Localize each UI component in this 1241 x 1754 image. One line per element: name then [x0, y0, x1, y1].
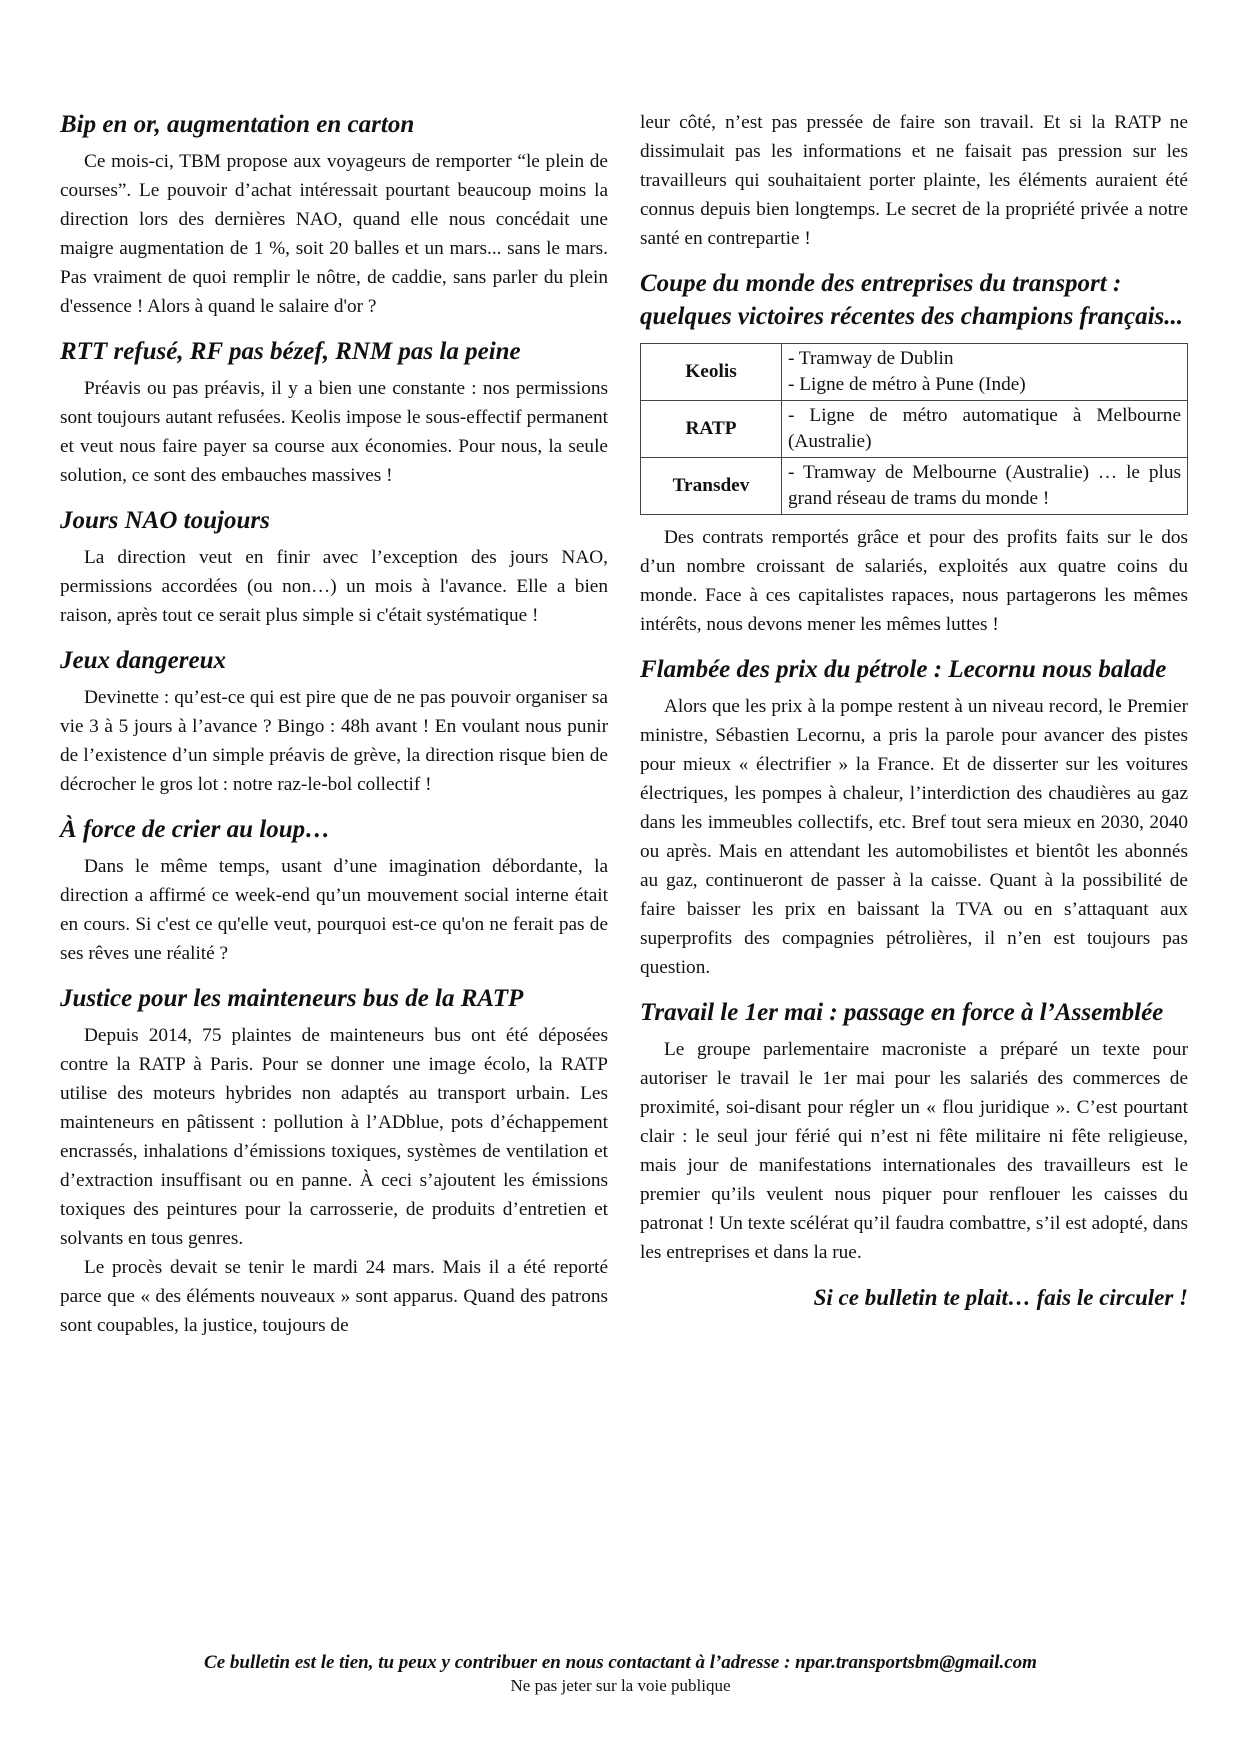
- article-paragraph: Depuis 2014, 75 plaintes de mainteneurs bus ont été déposées contre la RATP à Paris. Pour se donner une image écolo, la RATP utilise des moteurs hybrides non adaptés au transport urbain. Les mainteneurs en pâtissent : pollution à l’ADblue, pots d’échappement encrassés, inhalations d’émissions toxiques, systèmes de ventilation et d’extraction insuffisant ou en panne. À ceci s’ajoutent les émissions toxiques des peintures pour la carrosserie, de produits d’entretien et solvants en tous genres.: [60, 1025, 608, 1249]
- article-paragraph: Alors que les prix à la pompe restent à un niveau record, le Premier ministre, Sébastien Lecornu, a pris la parole pour avancer des pistes pour mieux « électrifier » la France. Et de disserter sur les voitures électriques, les pompes à chaleur, l’interdiction des chaudières au gaz dans les immeubles collectifs, etc. Bref tout sera mieux en 2030, 2040 ou après. Mais en attendant les automobilistes et bientôt les abonnés au gaz, continueront de passer à la caisse. Quant à la possibilité de faire baisser les prix en baissant la TVA ou en s’attaquant aux superprofits des compagnies pétrolières, il n’en est toujours pas question.: [640, 696, 1188, 978]
- company-cell: Keolis: [641, 344, 782, 401]
- article-bip-en-or: [60, 108, 608, 321]
- article-paragraph: La direction veut en finir avec l’exception des jours NAO, permissions accordées (ou non…) un mois à l'avance. Elle a bien raison, après tout ce serait plus simple si c'était systématique !: [60, 547, 608, 626]
- article-paragraph: Dans le même temps, usant d’une imagination débordante, la direction a affirmé ce week-end qu’un mouvement social interne était en cours. Si c'est ce qu'elle veut, pourquoi est-ce qu'on ne ferait pas de ses rêves une réalité ?: [60, 856, 608, 964]
- table-row: [641, 344, 1188, 401]
- article-title: Bip en or, augmentation en carton: [60, 111, 415, 138]
- article-title: Jours NAO toujours: [60, 507, 270, 534]
- contract-item: - Tramway de Melbourne (Australie) … le plus grand réseau de trams du monde !: [788, 462, 1181, 509]
- company-cell: Transdev: [641, 458, 782, 515]
- article-title: Travail le 1er mai : passage en force à l’Assemblée: [640, 999, 1164, 1026]
- article-title: À force de crier au loup…: [60, 816, 331, 843]
- article-petrole: [640, 653, 1188, 982]
- article-paragraph: Ce mois-ci, TBM propose aux voyageurs de remporter “le plein de courses”. Le pouvoir d’achat intéressait pourtant beaucoup moins la direction lors des dernières NAO, quand elle nous concédait une maigre augmentation de 1 %, soit 20 balles et un mars... sans le mars. Pas vraiment de quoi remplir le nôtre, de caddie, sans parler du plein d'essence ! Alors à quand le salaire d'or ?: [60, 151, 608, 317]
- contracts-table: [640, 343, 1188, 515]
- article-title: RTT refusé, RF pas bézef, RNM pas la peine: [60, 338, 521, 365]
- article-premier-mai: [640, 996, 1188, 1267]
- article-jours-nao: [60, 504, 608, 630]
- article-continuation: [640, 108, 1188, 253]
- article-paragraph: Des contrats remportés grâce et pour des profits faits sur le dos d’un nombre croissant de salariés, exploités aux quatre coins du monde. Face à ces capitalistes rapaces, nous partagerons les mêmes intérêts, nous devons mener les mêmes luttes !: [640, 527, 1188, 635]
- article-coupe-du-monde: [640, 267, 1188, 639]
- contract-item: - Tramway de Dublin: [788, 348, 954, 369]
- article-paragraph: Le groupe parlementaire macroniste a préparé un texte pour autoriser le travail le 1er mai pour les salariés des commerces de proximité, soi-disant pour régler un « flou juridique ». C’est pourtant clair : le seul jour férié qui n’est ni fête militaire ni fête religieuse, mais jour de manifestations internationales des travailleurs est le premier qu’ils veulent nous piquer pour renflouer les caisses du patronat ! Un texte scélérat qu’il faudra combattre, s’il est adopté, dans les entreprises et dans la rue.: [640, 1039, 1188, 1263]
- company-cell: RATP: [641, 401, 782, 458]
- closing-call: Si ce bulletin te plait… fais le circuler !: [813, 1285, 1188, 1310]
- contracts-cell: [782, 401, 1188, 458]
- contribute-line: Ce bulletin est le tien, tu peux y contribuer en nous contactant à l’adresse : npar.transportsbm@gmail.com: [204, 1652, 1037, 1673]
- article-title: Jeux dangereux: [60, 647, 226, 674]
- contracts-cell: [782, 458, 1188, 515]
- contracts-cell: [782, 344, 1188, 401]
- left-column: [60, 108, 608, 1354]
- article-paragraph: Devinette : qu’est-ce qui est pire que de ne pas pouvoir organiser sa vie 3 à 5 jours à l’avance ? Bingo : 48h avant ! En voulant nous punir de l’existence d’un simple préavis de grève, la direction risque bien de décrocher le gros lot : notre raz-le-bol collectif !: [60, 687, 608, 795]
- article-crier-au-loup: [60, 813, 608, 968]
- footer: [0, 1650, 1241, 1697]
- article-title: Flambée des prix du pétrole : Lecornu nous balade: [640, 656, 1167, 683]
- article-paragraph: Préavis ou pas préavis, il y a bien une constante : nos permissions sont toujours autant refusées. Keolis impose le sous-effectif permanent et veut nous faire payer sa course aux économies. Pour nous, la seule solution, ce sont des embauches massives !: [60, 378, 608, 486]
- article-title: Coupe du monde des entreprises du transport : quelques victoires récentes des champions français...: [640, 270, 1184, 330]
- notice-line: Ne pas jeter sur la voie publique: [510, 1676, 731, 1695]
- contract-item: - Ligne de métro automatique à Melbourne (Australie): [788, 405, 1181, 452]
- article-paragraph: Le procès devait se tenir le mardi 24 mars. Mais il a été reporté parce que « des éléments nouveaux » sont apparus. Quand des patrons sont coupables, la justice, toujours de: [60, 1257, 608, 1336]
- table-row: [641, 401, 1188, 458]
- table-row: [641, 458, 1188, 515]
- article-jeux-dangereux: [60, 644, 608, 799]
- article-title: Justice pour les mainteneurs bus de la RATP: [60, 985, 524, 1012]
- contract-item: - Ligne de métro à Pune (Inde): [788, 374, 1026, 395]
- continuation-paragraph: leur côté, n’est pas pressée de faire son travail. Et si la RATP ne dissimulait pas les informations et ne faisait pas pression sur les travailleurs qui souhaitaient porter plainte, les éléments auraient été connus depuis bien longtemps. Le secret de la propriété privée a notre santé en contrepartie !: [640, 112, 1188, 249]
- right-column: [640, 108, 1188, 1311]
- article-rtt-refuse: [60, 335, 608, 490]
- article-justice-mainteneurs: [60, 982, 608, 1340]
